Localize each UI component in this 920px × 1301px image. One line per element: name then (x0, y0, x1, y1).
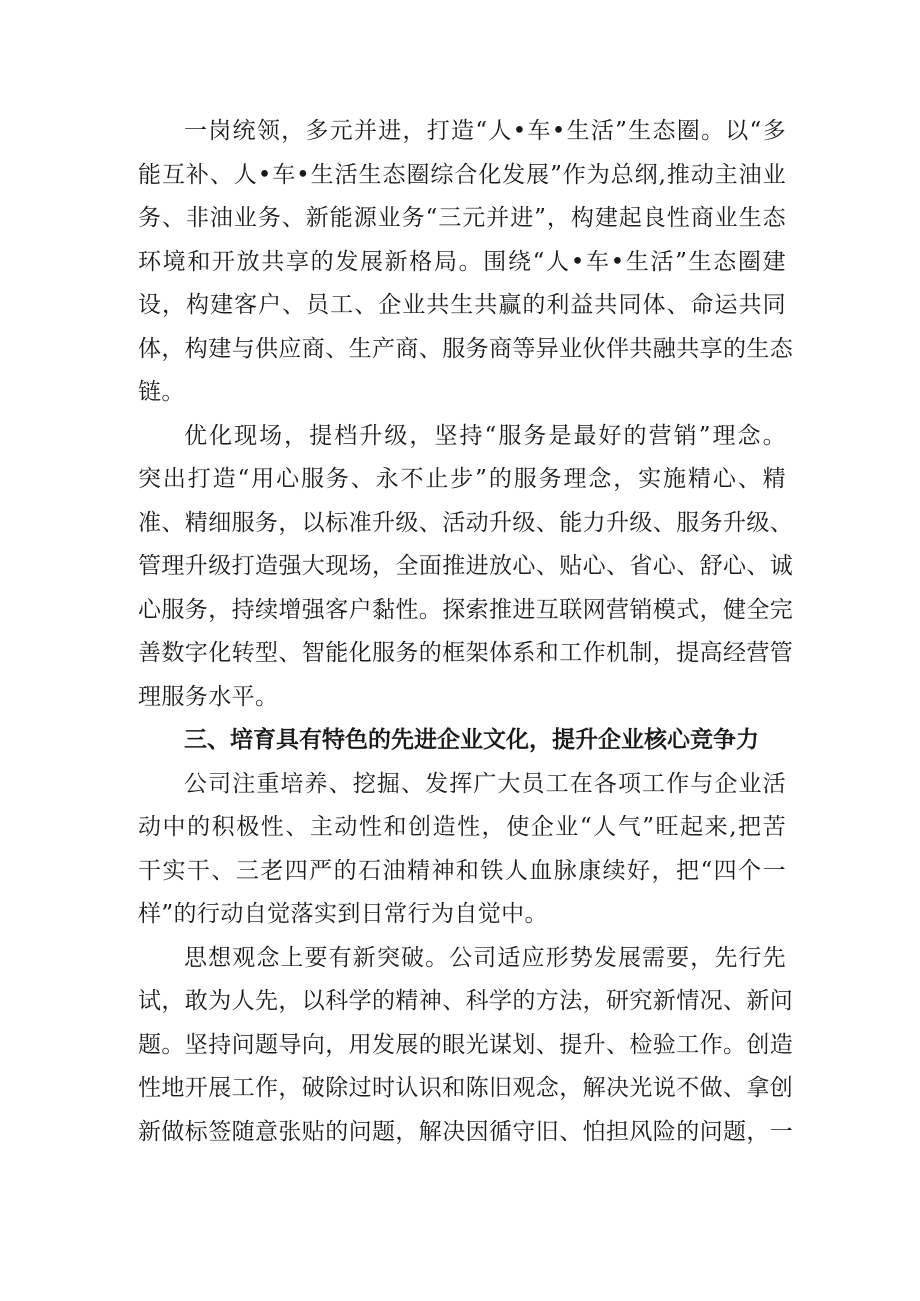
paragraph-line: 能互补、人•车•生活生态圈综合化发展”作为总纲,推动主油业 (138, 161, 786, 188)
paragraph-line: 性地开展工作，破除过时认识和陈旧观念，解决光说不做、拿创 (138, 1075, 794, 1101)
paragraph-line: 体，构建与供应商、生产商、服务商等异业伙伴共融共享的生态 (138, 335, 794, 362)
paragraph-line: 设，构建客户、员工、企业共生共赢的利益共同体、命运共同 (138, 292, 786, 318)
paragraph-service-upgrade (138, 415, 794, 720)
paragraph-line: 突出打造“用心服务、永不止步”的服务理念，实施精心、精 (138, 466, 786, 492)
section-heading-culture (138, 719, 786, 763)
paragraph-line: 理服务水平。 (138, 683, 279, 710)
paragraph-line: 干实干、三老四严的石油精神和铁人血脉康续好，把“四个一 (138, 857, 786, 884)
paragraph-ecosystem (138, 110, 794, 415)
paragraph-line: 链。 (138, 379, 185, 405)
section-heading: 三、培育具有特色的先进企业文化，提升企业核心竞争力 (184, 727, 759, 753)
paragraph-line: 管理升级打造强大现场，全面推进放心、贴心、省心、舒心、诚 (138, 553, 794, 579)
paragraph-line: 试，敢为人先，以科学的精神、科学的方法，研究新情况、新问 (138, 988, 794, 1014)
paragraph-line: 善数字化转型、智能化服务的框架体系和工作机制，提高经营管 (138, 640, 794, 666)
paragraph-line: 务、非油业务、新能源业务“三元并进”，构建起良性商业生态 (138, 205, 786, 231)
paragraph-line: 心服务，持续增强客户黏性。探索推进互联网营销模式，健全完 (138, 596, 794, 623)
paragraph-line: 公司注重培养、挖掘、发挥广大员工在各项工作与企业活 (184, 770, 786, 797)
paragraph-line: 一岗统领，多元并进，打造“人•车•生活”生态圈。以“多 (184, 118, 786, 144)
paragraph-line: 动中的积极性、主动性和创造性，使企业“人气”旺起来,把苦 (138, 814, 786, 840)
paragraph-line: 准、精细服务，以标准升级、活动升级、能力升级、服务升级、 (138, 509, 794, 536)
paragraph-mindset (138, 937, 794, 1155)
paragraph-employee-engagement (138, 763, 786, 937)
paragraph-line: 思想观念上要有新突破。公司适应形势发展需要，先行先 (184, 944, 786, 971)
document-body (138, 110, 794, 1154)
paragraph-line: 新做标签随意张贴的问题，解决因循守旧、怕担风险的问题，一 (138, 1118, 794, 1145)
paragraph-line: 样”的行动自觉落实到日常行为自觉中。 (138, 901, 548, 927)
paragraph-line: 优化现场，提档升级，坚持“服务是最好的营销”理念。 (184, 422, 786, 449)
paragraph-line: 题。坚持问题导向，用发展的眼光谋划、提升、检验工作。创造 (138, 1031, 794, 1058)
paragraph-line: 环境和开放共享的发展新格局。围绕“人•车•生活”生态圈建 (138, 248, 786, 275)
